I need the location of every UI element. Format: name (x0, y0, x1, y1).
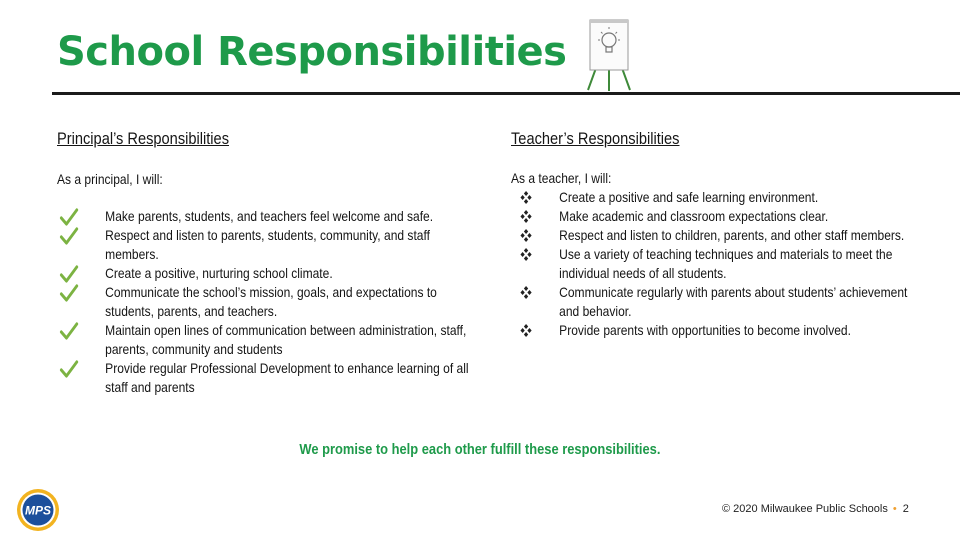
principal-section (57, 128, 470, 397)
teacher-item-text: Create a positive and safe learning environment. (559, 189, 819, 205)
slide-title: School Responsibilities (57, 29, 567, 75)
principal-intro: As a principal, I will: (57, 171, 163, 187)
teacher-intro: As a teacher, I will: (511, 170, 612, 186)
logo-text: MPS (24, 503, 52, 518)
list-item (511, 245, 931, 283)
diamond-bullet-icon (520, 248, 531, 261)
list-item (57, 264, 470, 283)
footer (722, 503, 909, 515)
list-item (511, 188, 931, 207)
principal-item-text: Maintain open lines of communication between administration, staff, parents, community and students (105, 322, 467, 357)
teacher-list (511, 188, 931, 340)
checkmark-icon (60, 265, 79, 283)
promise-text: We promise to help each other fulfill these responsibilities. (299, 441, 661, 458)
mps-logo (16, 488, 60, 532)
checkmark-icon (60, 360, 79, 378)
diamond-bullet-icon (520, 210, 531, 223)
footer-separator-icon: • (892, 503, 897, 515)
checkmark-icon (60, 208, 79, 226)
diamond-bullet-icon (520, 229, 531, 242)
list-item (57, 283, 470, 321)
principal-item-text: Respect and listen to parents, students, community, and staff members. (105, 227, 430, 262)
list-item (57, 226, 470, 264)
teacher-item-text: Communicate regularly with parents about students’ achievement and behavior. (559, 284, 908, 319)
diamond-bullet-icon (520, 324, 531, 337)
title-divider (52, 92, 960, 95)
principal-heading: Principal’s Responsibilities (57, 129, 229, 148)
checkmark-icon (60, 227, 79, 245)
list-item (57, 359, 470, 397)
teacher-item-text: Make academic and classroom expectations clear. (559, 208, 829, 224)
checkmark-icon (60, 284, 79, 302)
principal-item-text: Create a positive, nurturing school climate. (105, 265, 333, 281)
diamond-bullet-icon (520, 286, 531, 299)
list-item (511, 207, 931, 226)
list-item (57, 207, 470, 226)
teacher-section (511, 128, 931, 340)
teacher-item-text: Respect and listen to children, parents, and other staff members. (559, 227, 905, 243)
list-item (511, 321, 931, 340)
principal-list (57, 207, 470, 397)
page-number: 2 (902, 503, 909, 515)
list-item (57, 321, 470, 359)
promise-statement (0, 441, 960, 459)
principal-item-text: Make parents, students, and teachers feel welcome and safe. (105, 208, 434, 224)
teacher-item-text: Use a variety of teaching techniques and materials to meet the individual needs of all students. (559, 246, 893, 281)
list-item (511, 283, 931, 321)
diamond-bullet-icon (520, 191, 531, 204)
list-item (511, 226, 931, 245)
easel-lightbulb-icon (584, 18, 634, 92)
principal-item-text: Communicate the school’s mission, goals, and expectations to students, parents, and teachers. (105, 284, 437, 319)
principal-item-text: Provide regular Professional Development to enhance learning of all staff and parents (105, 360, 469, 395)
checkmark-icon (60, 322, 79, 340)
teacher-heading: Teacher’s Responsibilities (511, 129, 680, 148)
copyright: © 2020 Milwaukee Public Schools (722, 503, 888, 515)
teacher-item-text: Provide parents with opportunities to become involved. (559, 322, 851, 338)
